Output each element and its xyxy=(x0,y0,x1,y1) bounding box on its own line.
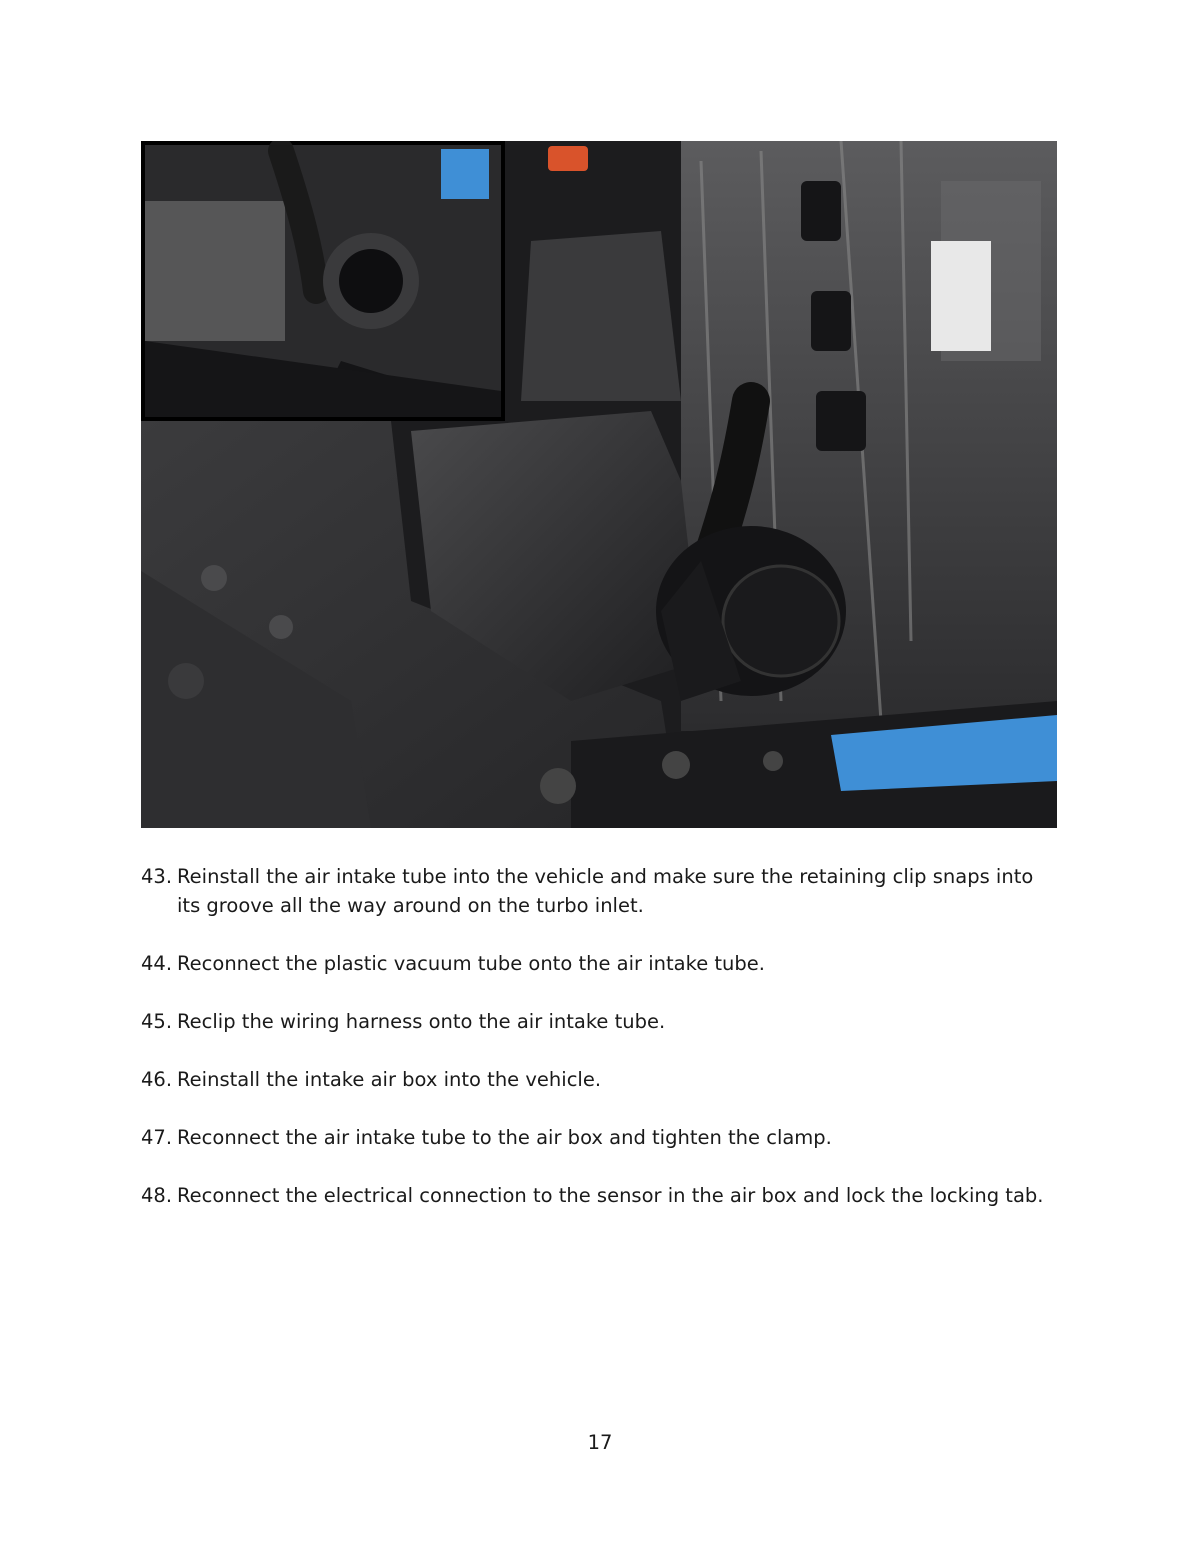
step-item xyxy=(141,862,1061,920)
step-text: Reconnect the air intake tube to the air box and tighten the clamp. xyxy=(177,1126,832,1149)
step-text: Reconnect the plastic vacuum tube onto the air intake tube. xyxy=(177,952,765,975)
instruction-steps xyxy=(141,862,1061,1239)
step-number: 43. xyxy=(141,865,173,888)
engine-bay-photo xyxy=(141,141,1057,828)
page-number: 17 xyxy=(587,1431,613,1454)
step-number: 47. xyxy=(141,1126,173,1149)
step-text: Reinstall the air intake tube into the vehicle and make sure the retaining clip snaps into its groove all the way around on the turbo inlet. xyxy=(177,865,1034,917)
step-number: 45. xyxy=(141,1010,173,1033)
step-item xyxy=(141,1123,1061,1152)
step-number: 44. xyxy=(141,952,173,975)
step-text: Reclip the wiring harness onto the air intake tube. xyxy=(177,1010,666,1033)
step-item xyxy=(141,1181,1061,1210)
inset-photo xyxy=(141,141,505,421)
step-item xyxy=(141,1065,1061,1094)
step-number: 48. xyxy=(141,1184,173,1207)
step-item xyxy=(141,949,1061,978)
step-text: Reinstall the intake air box into the vehicle. xyxy=(177,1068,602,1091)
step-item xyxy=(141,1007,1061,1036)
step-text: Reconnect the electrical connection to the sensor in the air box and lock the locking tab. xyxy=(177,1184,1044,1207)
engine-bay-illustration xyxy=(141,141,1057,828)
step-number: 46. xyxy=(141,1068,173,1091)
